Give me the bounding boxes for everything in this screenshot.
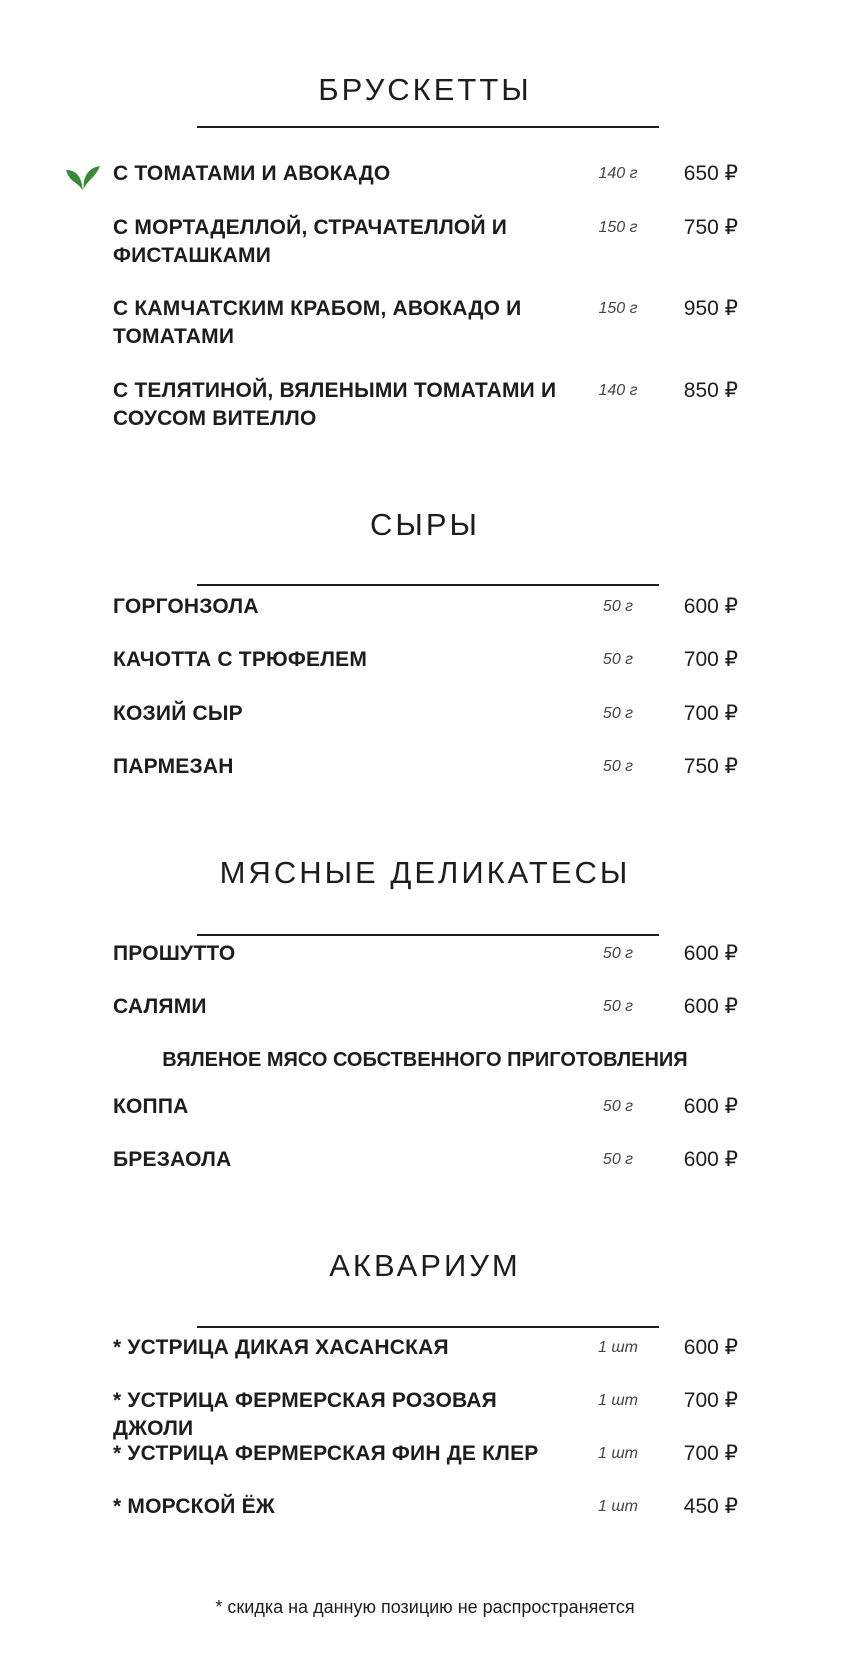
item-name: С КАМЧАТСКИМ КРАБОМ, АВОКАДО И ТОМАТАМИ <box>113 297 522 348</box>
item-weight: 150 г <box>598 300 638 317</box>
item-weight: 50 г <box>602 998 634 1015</box>
item-name: С ТЕЛЯТИНОЙ, ВЯЛЕНЫМИ ТОМАТАМИ И СОУСОМ ВИТЕЛЛО <box>113 379 557 430</box>
item-weight: 1 шт <box>598 1498 638 1515</box>
item-price: 600 ₽ <box>683 595 738 618</box>
item-weight: 1 шт <box>598 1392 638 1409</box>
section-title-aquarium: АКВАРИУМ <box>329 1248 521 1283</box>
item-price: 650 ₽ <box>683 162 738 185</box>
item-weight: 140 г <box>598 382 638 399</box>
item-name: * УСТРИЦА ДИКАЯ ХАСАНСКАЯ <box>113 1336 449 1359</box>
item-weight: 50 г <box>602 758 634 775</box>
item-weight: 50 г <box>602 705 634 722</box>
item-weight: 50 г <box>602 651 634 668</box>
item-weight: 50 г <box>602 1151 634 1168</box>
item-name: ПРОШУТТО <box>113 942 236 965</box>
section-title-meats: МЯСНЫЕ ДЕЛИКАТЕСЫ <box>219 855 631 890</box>
item-price: 850 ₽ <box>683 379 738 402</box>
item-name: ГОРГОНЗОЛА <box>113 595 259 618</box>
item-weight: 150 г <box>598 219 638 236</box>
item-name: С МОРТАДЕЛЛОЙ, СТРАЧАТЕЛЛОЙ И ФИСТАШКАМИ <box>113 216 508 267</box>
item-price: 700 ₽ <box>683 648 738 671</box>
section-title-cheeses: СЫРЫ <box>370 507 480 542</box>
item-name: САЛЯМИ <box>113 995 207 1018</box>
item-weight: 140 г <box>598 165 638 182</box>
item-name: КАЧОТТА С ТРЮФЕЛЕМ <box>113 648 368 671</box>
item-price: 600 ₽ <box>683 1148 738 1171</box>
item-name: * УСТРИЦА ФЕРМЕРСКАЯ РОЗОВАЯ ДЖОЛИ <box>113 1389 497 1440</box>
item-name: * УСТРИЦА ФЕРМЕРСКАЯ ФИН ДЕ КЛЕР <box>113 1442 539 1465</box>
item-price: 600 ₽ <box>683 942 738 965</box>
item-weight: 1 шт <box>598 1445 638 1462</box>
section-divider <box>197 1326 659 1328</box>
item-price: 700 ₽ <box>683 702 738 725</box>
item-weight: 50 г <box>602 1098 634 1115</box>
leaf-icon <box>64 162 102 194</box>
item-name: БРЕЗАОЛА <box>113 1148 232 1171</box>
item-price: 700 ₽ <box>683 1389 738 1412</box>
item-name: КОЗИЙ СЫР <box>113 702 243 725</box>
item-price: 450 ₽ <box>683 1495 738 1518</box>
item-price: 750 ₽ <box>683 755 738 778</box>
section-divider <box>197 126 659 128</box>
item-price: 700 ₽ <box>683 1442 738 1465</box>
section-divider <box>197 934 659 936</box>
item-name: * МОРСКОЙ ЁЖ <box>113 1495 275 1518</box>
item-name: С ТОМАТАМИ И АВОКАДО <box>113 162 391 185</box>
item-name: ПАРМЕЗАН <box>113 755 234 778</box>
item-weight: 50 г <box>602 945 634 962</box>
item-price: 600 ₽ <box>683 1336 738 1359</box>
item-price: 600 ₽ <box>683 995 738 1018</box>
section-divider <box>197 584 659 586</box>
footnote: * скидка на данную позицию не распространяется <box>215 1597 635 1617</box>
subheading-cured-meats: ВЯЛЕНОЕ МЯСО СОБСТВЕННОГО ПРИГОТОВЛЕНИЯ <box>162 1049 688 1071</box>
item-price: 950 ₽ <box>683 297 738 320</box>
item-weight: 50 г <box>602 598 634 615</box>
section-title-bruschetta: БРУСКЕТТЫ <box>318 72 532 107</box>
item-name: КОППА <box>113 1095 189 1118</box>
item-price: 600 ₽ <box>683 1095 738 1118</box>
item-price: 750 ₽ <box>683 216 738 239</box>
item-weight: 1 шт <box>598 1339 638 1356</box>
